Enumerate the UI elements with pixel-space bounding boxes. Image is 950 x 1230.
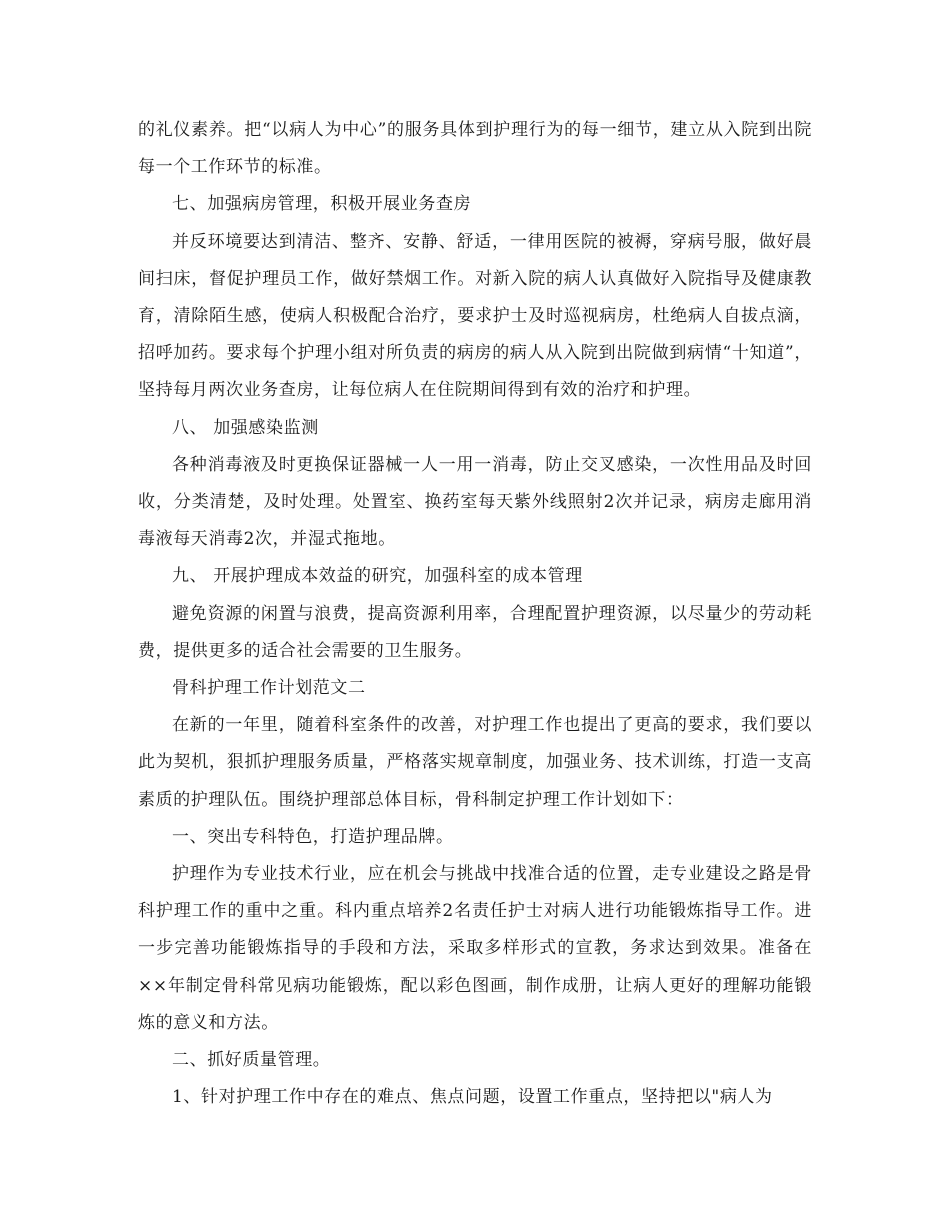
paragraph-continued: 的礼仪素养。把“以病人为中心”的服务具体到护理行为的每一细节，建立从入院到出院每一个工作环节的标准。 (138, 120, 812, 178)
paragraph-ward-management: 并反环境要达到清洁、整齐、安静、舒适，一律用医院的被褥，穿病号服，做好晨间扫床，督促护理员工作，做好禁烟工作。对新入院的病人认真做好入院指导及健康教育，清除陌生感，使病人积极配合治疗，要求护士及时巡视病房，杜绝病人自拔点滴，招呼加药。要求每个护理小组对所负责的病房的病人从入院到出院做到病情“十知道”，坚持每月两次业务查房，让每位病人在住院期间得到有效的治疗和护理。 (138, 231, 812, 401)
section-heading-8: 八、 加强感染监测 (172, 417, 319, 438)
paragraph-specialty: 护理作为专业技术行业，应在机会与挑战中找准合适的位置，走专业建设之路是骨科护理工作的重中之重。科内重点培养2名责任护士对病人进行功能锻炼指导工作。进一步完善功能锻炼指导的手段和方法，采取多样形式的宣教，务求达到效果。准备在××年制定骨科常见病功能锻炼，配以彩色图画，制作成册，让病人更好的理解功能锻炼的意义和方法。 (138, 864, 812, 1033)
section-heading-9: 九、 开展护理成本效益的研究，加强科室的成本管理 (172, 566, 583, 587)
document-subtitle: 骨科护理工作计划范文二 (172, 678, 366, 699)
section-heading-1: 一、突出专科特色，打造护理品牌。 (172, 826, 454, 847)
paragraph-cost-management: 避免资源的闲置与浪费，提高资源利用率，合理配置护理资源，以尽量少的劳动耗费，提供更多的适合社会需要的卫生服务。 (138, 603, 812, 661)
section-heading-7: 七、加强病房管理，积极开展业务查房 (172, 194, 472, 215)
paragraph-quality: 1、针对护理工作中存在的难点、焦点问题，设置工作重点，坚持把以"病人为 (172, 1087, 773, 1108)
document-page (138, 112, 812, 1116)
paragraph-intro: 在新的一年里，随着科室条件的改善，对护理工作也提出了更高的要求，我们要以此为契机，狠抓护理服务质量，严格落实规章制度，加强业务、技术训练，打造一支高素质的护理队伍。围绕护理部总体目标，骨科制定护理工作计划如下： (138, 715, 812, 810)
paragraph-infection-monitoring: 各种消毒液及时更换保证器械一人一用一消毒，防止交叉感染，一次性用品及时回收，分类清楚，及时处理。处置室、换药室每天紫外线照射2次并记录，病房走廊用消毒液每天消毒2次，并湿式拖地。 (138, 454, 812, 550)
section-heading-2: 二、抓好质量管理。 (172, 1050, 331, 1071)
